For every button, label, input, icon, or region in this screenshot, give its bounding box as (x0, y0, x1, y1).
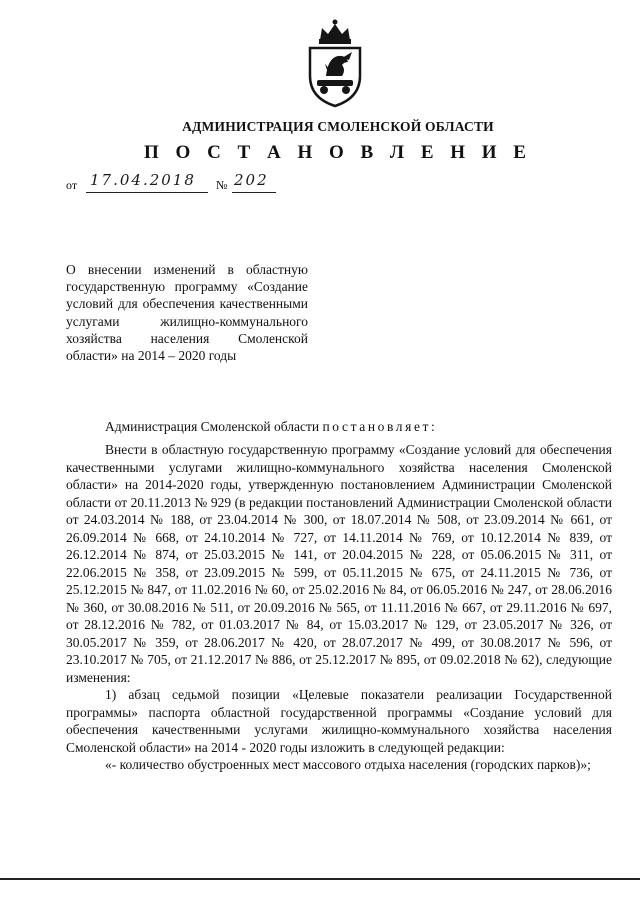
body-paragraph: Внести в областную государственную программу «Создание условий для обеспечения качественными услугами жилищно-коммунального хозяйства населения Смоленской области» на 2014-2020 годы, утвержденную постановлением Администрации Смоленской области от 20.11.2013 № 929 (в редакции постановлений Администрации Смоленской области от 24.03.2014 № 188, от 23.04.2014 № 300, от 18.07.2014 № 508, от 23.09.2014 № 661, от 26.09.2014 № 668, от 24.10.2014 № 727, от 14.11.2014 № 769, от 10.12.2014 № 839, от 26.12.2014 № 874, от 25.03.2015 № 141, от 20.04.2015 № 228, от 05.06.2015 № 311, от 22.06.2015 № 358, от 23.09.2015 № 599, от 05.11.2015 № 675, от 24.11.2015 № 736, от 25.12.2015 № 847, от 11.02.2016 № 60, от 25.02.2016 № 84, от 06.05.2016 № 247, от 28.06.2016 № 360, от 30.08.2016 № 511, от 20.09.2016 № 565, от 11.11.2016 № 667, от 29.11.2016 № 697, от 28.12.2016 № 782, от 01.03.2017 № 84, от 15.03.2017 № 129, от 23.05.2017 № 326, от 30.05.2017 № 359, от 28.06.2017 № 420, от 28.07.2017 № 499, от 30.08.2017 № 596, от 23.10.2017 № 705, от 21.12.2017 № 886, от 25.12.2017 № 895, от 09.02.2018 № 62), следующие изменения: (66, 442, 612, 685)
page-bottom-divider (0, 878, 640, 880)
document-type-title: П О С Т А Н О В Л Е Н И Е (144, 142, 532, 163)
document-subject: О внесении изменений в областную государственную программу «Создание условий для обеспечения качественными услугами жилищно-коммунального хозяйства населения Смоленской области» на 2014 – 2020 годы (66, 262, 308, 364)
date-number-line (66, 172, 326, 196)
date-from-label: от (66, 178, 78, 192)
body-paragraph: 1) абзац седьмой позиции «Целевые показатели реализации Государственной программы» паспорта областной государственной программы «Создание условий для обеспечения качественными услугами жилищно-коммунального хозяйства населения Смоленской области» на 2014 - 2020 годы изложить в следующей редакции: (66, 687, 612, 755)
handwritten-date: 17.04.2018 (90, 171, 196, 189)
number-label: № (216, 178, 228, 192)
preamble-decree: постановляет: (322, 419, 438, 434)
coat-of-arms-icon (302, 18, 368, 110)
document-body (66, 441, 612, 774)
number-underline (232, 192, 276, 193)
preamble-lead: Администрация Смоленской области (105, 419, 323, 434)
date-underline (86, 192, 208, 193)
body-paragraph: «- количество обустроенных мест массового отдыха населения (городских парков)»; (105, 757, 591, 772)
organization-title: АДМИНИСТРАЦИЯ СМОЛЕНСКОЙ ОБЛАСТИ (182, 119, 494, 134)
preamble (105, 419, 437, 435)
handwritten-number: 202 (234, 171, 269, 189)
